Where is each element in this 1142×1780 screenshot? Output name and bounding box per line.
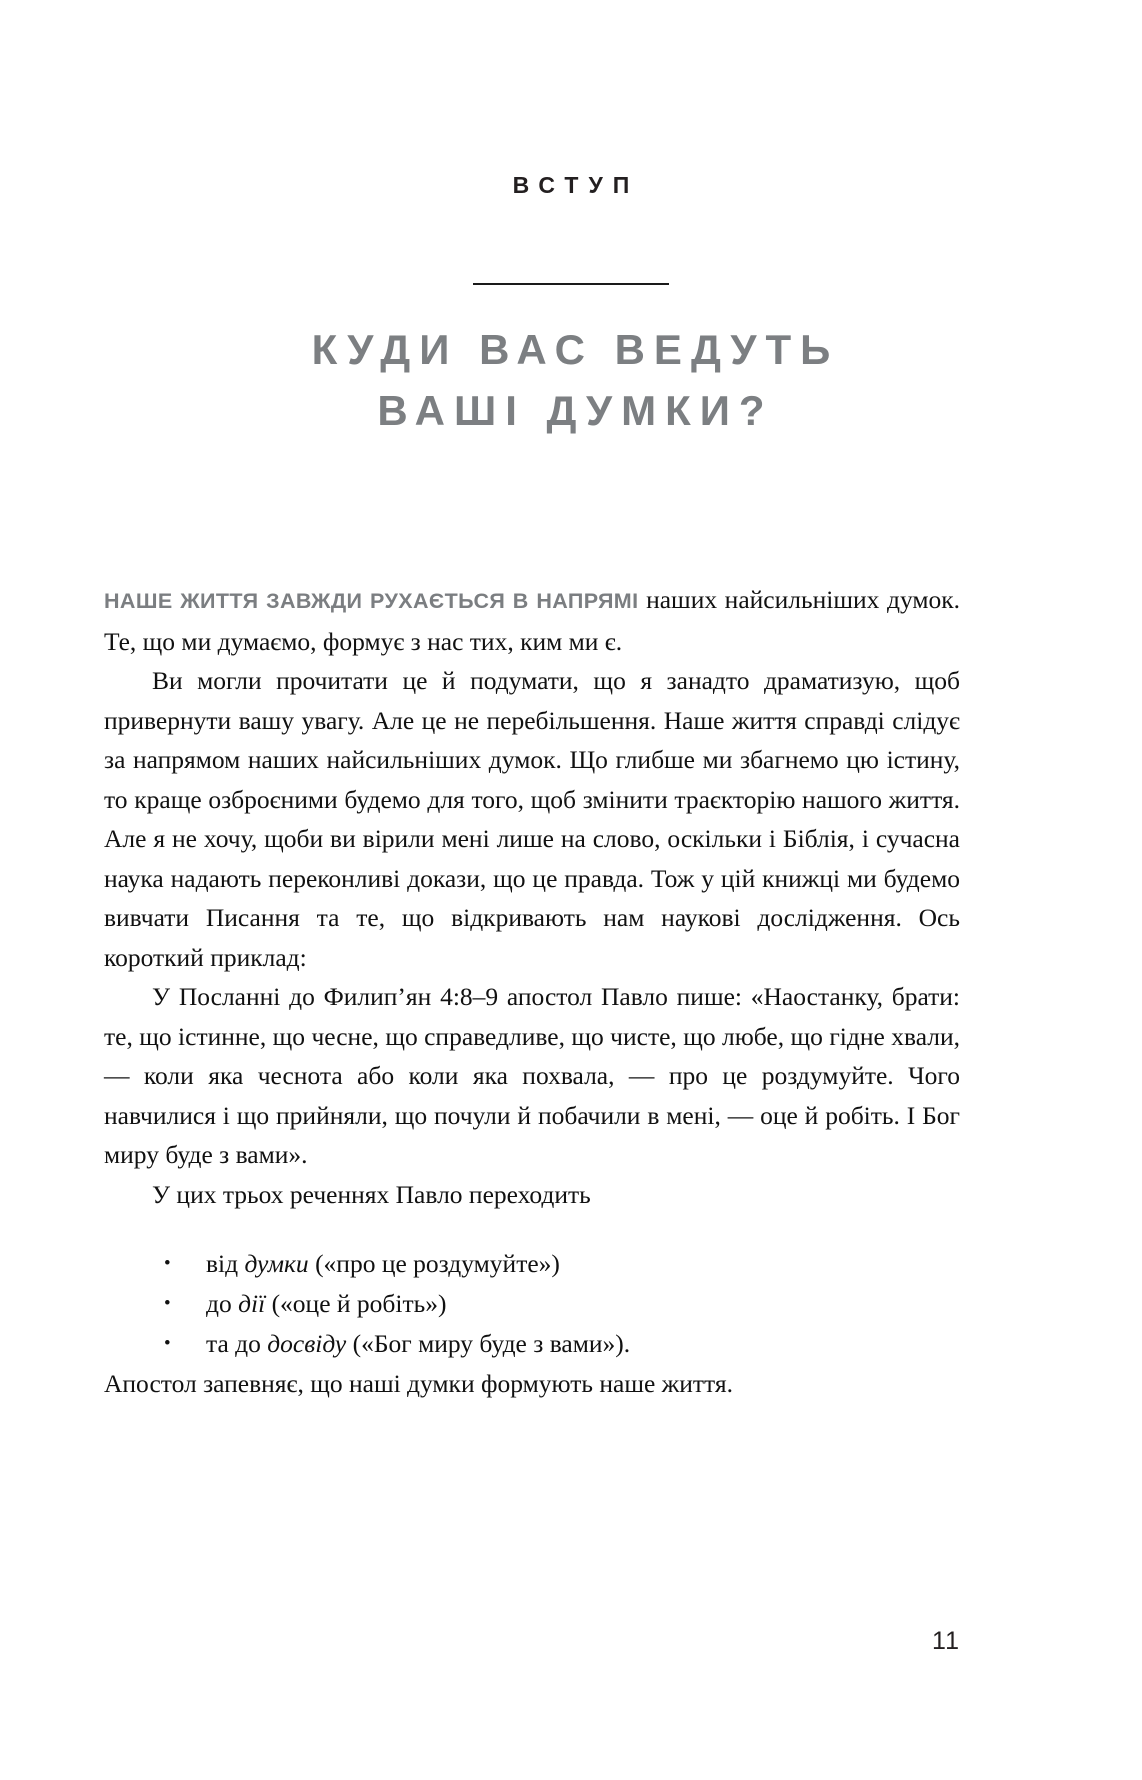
- page-title-line-2: ВАШІ ДУМКИ?: [377, 387, 774, 435]
- bullet-text-before: до: [206, 1289, 239, 1318]
- bullet-text-after: («про це роздумуйте»): [308, 1249, 560, 1278]
- title-divider: [0, 283, 1142, 285]
- bullet-emphasis: досвіду: [267, 1329, 347, 1358]
- bullet-text-before: та до: [206, 1329, 268, 1358]
- bullet-text-after: («Бог миру буде з вами»).: [346, 1329, 631, 1358]
- list-item: [164, 1324, 960, 1364]
- list-item: [164, 1244, 960, 1284]
- page-title-line-1: КУДИ ВАС ВЕДУТЬ: [311, 326, 840, 374]
- section-eyebrow: ВСТУП: [512, 172, 640, 198]
- bullet-list: [104, 1244, 960, 1364]
- paragraph-3-scripture: У Посланні до Филип’ян 4:8–9 апостол Павло пише: «Наостанку, брати: те, що істинне, що чесне, що справедливе, що чисте, що любе, що гідне хвали, — коли яка чеснота або коли яка похвала, — про це роздумуйте. Чого навчилися і що прийняли, що почули й побачили в мені, — оце й робіть. І Бог миру буде з вами».: [104, 982, 960, 1169]
- body-column: [104, 580, 960, 1404]
- lead-in-caps: НАШЕ ЖИТТЯ ЗАВЖДИ РУХАЄТЬСЯ В НАПРЯМІ: [104, 589, 639, 613]
- divider-rule: [473, 283, 669, 285]
- bullet-emphasis: дії: [238, 1289, 266, 1318]
- paragraph-4-intro-list: У цих трьох реченнях Павло переходить: [152, 1179, 591, 1209]
- paragraph-opening: [104, 580, 960, 661]
- list-item: [164, 1284, 960, 1324]
- page-number: 11: [932, 1627, 960, 1655]
- bullet-emphasis: думки: [244, 1249, 309, 1278]
- bullet-text-before: від: [206, 1249, 245, 1278]
- bullet-text-after: («оце й робіть»): [265, 1289, 447, 1318]
- paragraph-closing: Апостол запевняє, що наші думки формують наше життя.: [104, 1369, 733, 1398]
- lead-in-rest: наших найсильніших думок. Те, що ми думаємо, формує з нас тих, ким ми є.: [104, 585, 961, 656]
- page-title: [0, 320, 1142, 442]
- paragraph-2: Ви могли прочитати це й подумати, що я занадто драматизую, щоб привернути вашу увагу. Але це не перебільшення. Наше життя справді слідує за напрямом наших найсильніших думок. Що глибше ми збагнемо цю істину, то краще озброєними будемо для того, щоб змінити траєкторію нашого життя. Але я не хочу, щоби ви вірили мені лише на слово, оскільки і Біблія, і сучасна наука надають переконливі докази, що це правда. Тож у цій книжці ми будемо вивчати Писання та те, що відкривають нам наукові дослідження. Ось короткий приклад:: [104, 666, 960, 972]
